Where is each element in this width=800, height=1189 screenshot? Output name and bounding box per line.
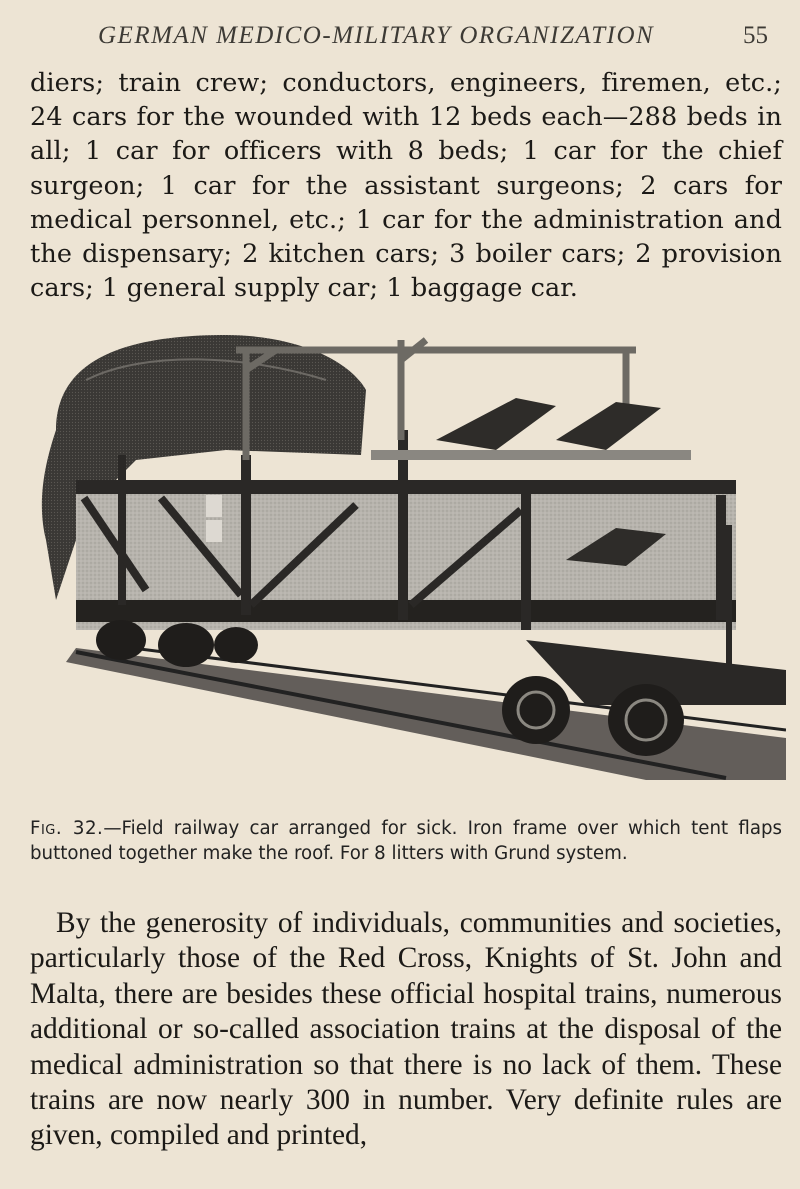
- running-title: GERMAN MEDICO-MILITARY ORGANIZATION: [98, 22, 655, 49]
- body-paragraph-top: diers; train crew; conductors, engineers, firemen, etc.; 24 cars for the wounded with 12 beds each—288 beds in all; 1 car for officers with 8 beds; 1 car for the chief surgeon; 1 car for the assistant surgeons; 2 cars for medical personnel, etc.; 1 car for the administration and the dispensary; 2 kitchen cars; 3 boiler cars; 2 provision cars; 1 general supply car; 1 baggage car.: [30, 68, 782, 304]
- railway-car-illustration: [26, 310, 786, 790]
- figure-railway-car: [26, 310, 786, 790]
- body-paragraph-bottom: By the generosity of individuals, communities and societies, particularly those of the Red Cross, Knights of St. John and Malta, there are besides these official hospital trains, numerous additional or so-called association trains at the disposal of the medical administration so that there is no lack of them. These trains are now nearly 300 in number. Very definite rules are given, compiled and printed,: [30, 907, 782, 1152]
- running-header: [30, 22, 770, 54]
- figure-caption-text: —Field railway car arranged for sick. Iron frame over which tent flaps buttoned together make the roof. For 8 litters with Grund system.: [30, 818, 782, 864]
- figure-caption: [30, 817, 782, 866]
- page-number: 55: [743, 22, 768, 49]
- figure-label: Fig. 32.: [30, 818, 104, 839]
